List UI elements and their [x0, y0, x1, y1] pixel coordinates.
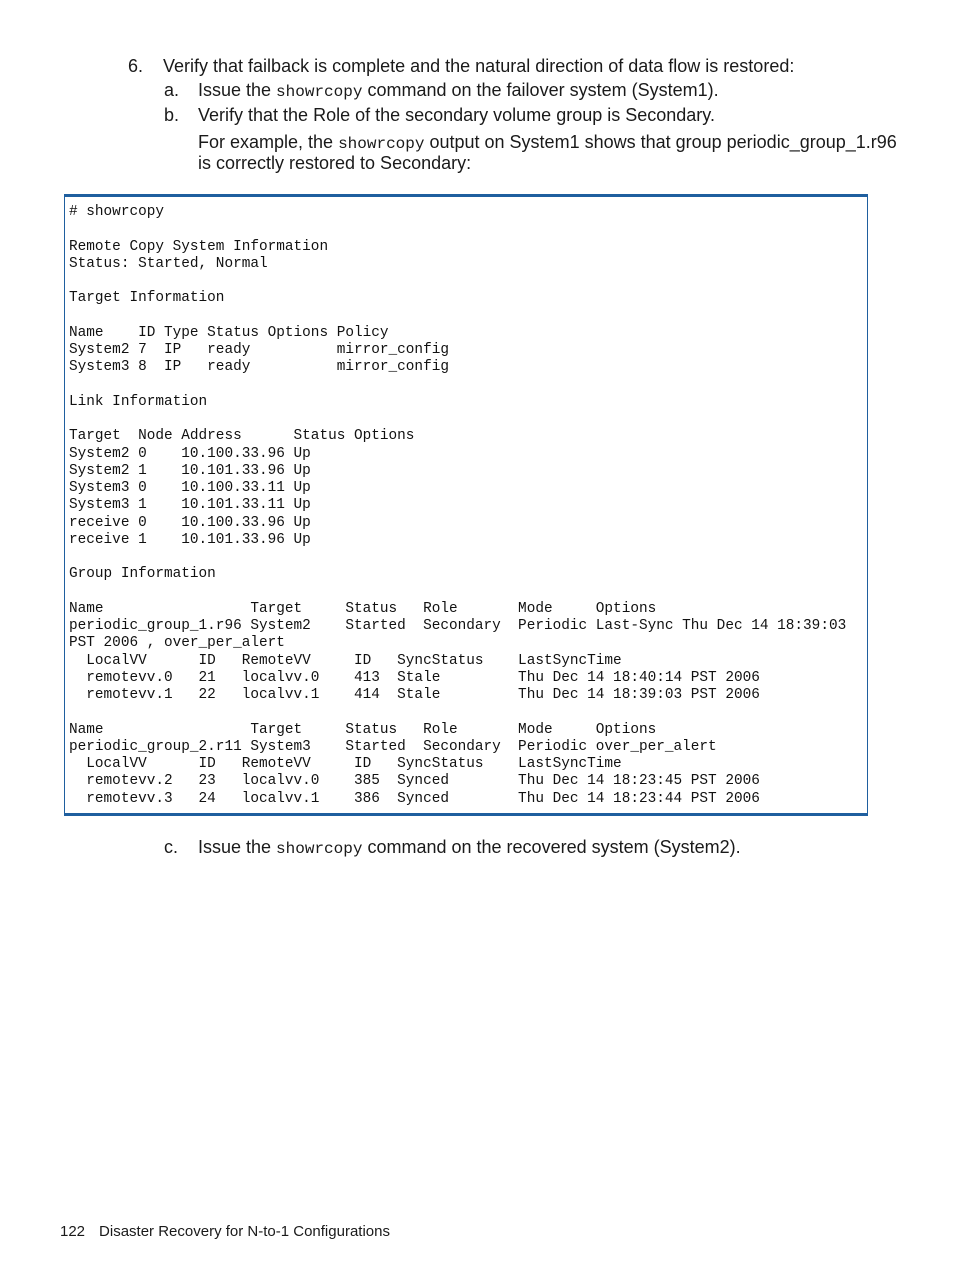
page-number: 122 [60, 1223, 86, 1240]
substep-b-text: Verify that the Role of the secondary volume group is Secondary. [198, 105, 715, 125]
code-output: # showrcopy Remote Copy System Information Status: Started, Normal Target Information Name ID Type Status Options Policy System2 7 IP ready mirror_config System3 8 IP ready mirror_config Link Information Target Node Address Status Options System2 0 10.100.33.96 Up System2 1 10.101.33.96 Up System3 0 10.100.33.11 Up System3 1 10.101.33.11 Up receive 0 10.100.33.96 Up receive 1 10.101.33.96 Up Group Information Name Target Status Role Mode Options periodic_group_1.r96 System2 Started Secondary Periodic Last-Sync Thu Dec 14 18:39:03 PST 2006 , over_per_alert LocalVV ID RemoteVV ID SyncStatus LastSyncTime remotevv.0 21 localvv.0 413 Stale Thu Dec 14 18:40:14 PST 2006 remotevv.1 22 localvv.1 414 Stale Thu Dec 14 18:39:03 PST 2006 Name Target Status Role Mode Options periodic_group_2.r11 System3 Started Secondary Periodic over_per_alert LocalVV ID RemoteVV ID SyncStatus LastSyncTime remotevv.2 23 localvv.0 385 Synced Thu Dec 14 18:23:45 PST 2006 remotevv.3 24 localvv.1 386 Synced Thu Dec 14 18:23:44 PST 2006 [69, 204, 847, 807]
footer-title: Disaster Recovery for N-to-1 Configurations [99, 1223, 390, 1240]
substep-c-text [198, 836, 741, 860]
substep-a-before: Issue the [198, 80, 277, 100]
substep-c-command: showrcopy [276, 840, 363, 858]
substep-a-letter: a. [164, 80, 180, 100]
example-command: showrcopy [338, 135, 425, 153]
example-after: output on System1 shows that group periodic_group_1.r96 [424, 132, 897, 152]
substep-c-before: Issue the [198, 837, 277, 857]
substep-a-command: showrcopy [276, 83, 363, 101]
step-text: Verify that failback is complete and the natural direction of data flow is restored: [163, 56, 795, 76]
page-footer [60, 1222, 390, 1242]
substep-a-text [198, 79, 719, 103]
substep-c-after: command on the recovered system (System2). [362, 837, 741, 857]
substep-b-letter: b. [164, 105, 180, 125]
example-before: For example, the [198, 132, 339, 152]
substep-b-example-line2: is correctly restored to Secondary: [198, 153, 472, 173]
code-output-box [64, 194, 868, 816]
substep-c-letter: c. [164, 837, 179, 857]
substep-a-after: command on the failover system (System1). [362, 80, 719, 100]
step-number: 6. [128, 56, 144, 76]
